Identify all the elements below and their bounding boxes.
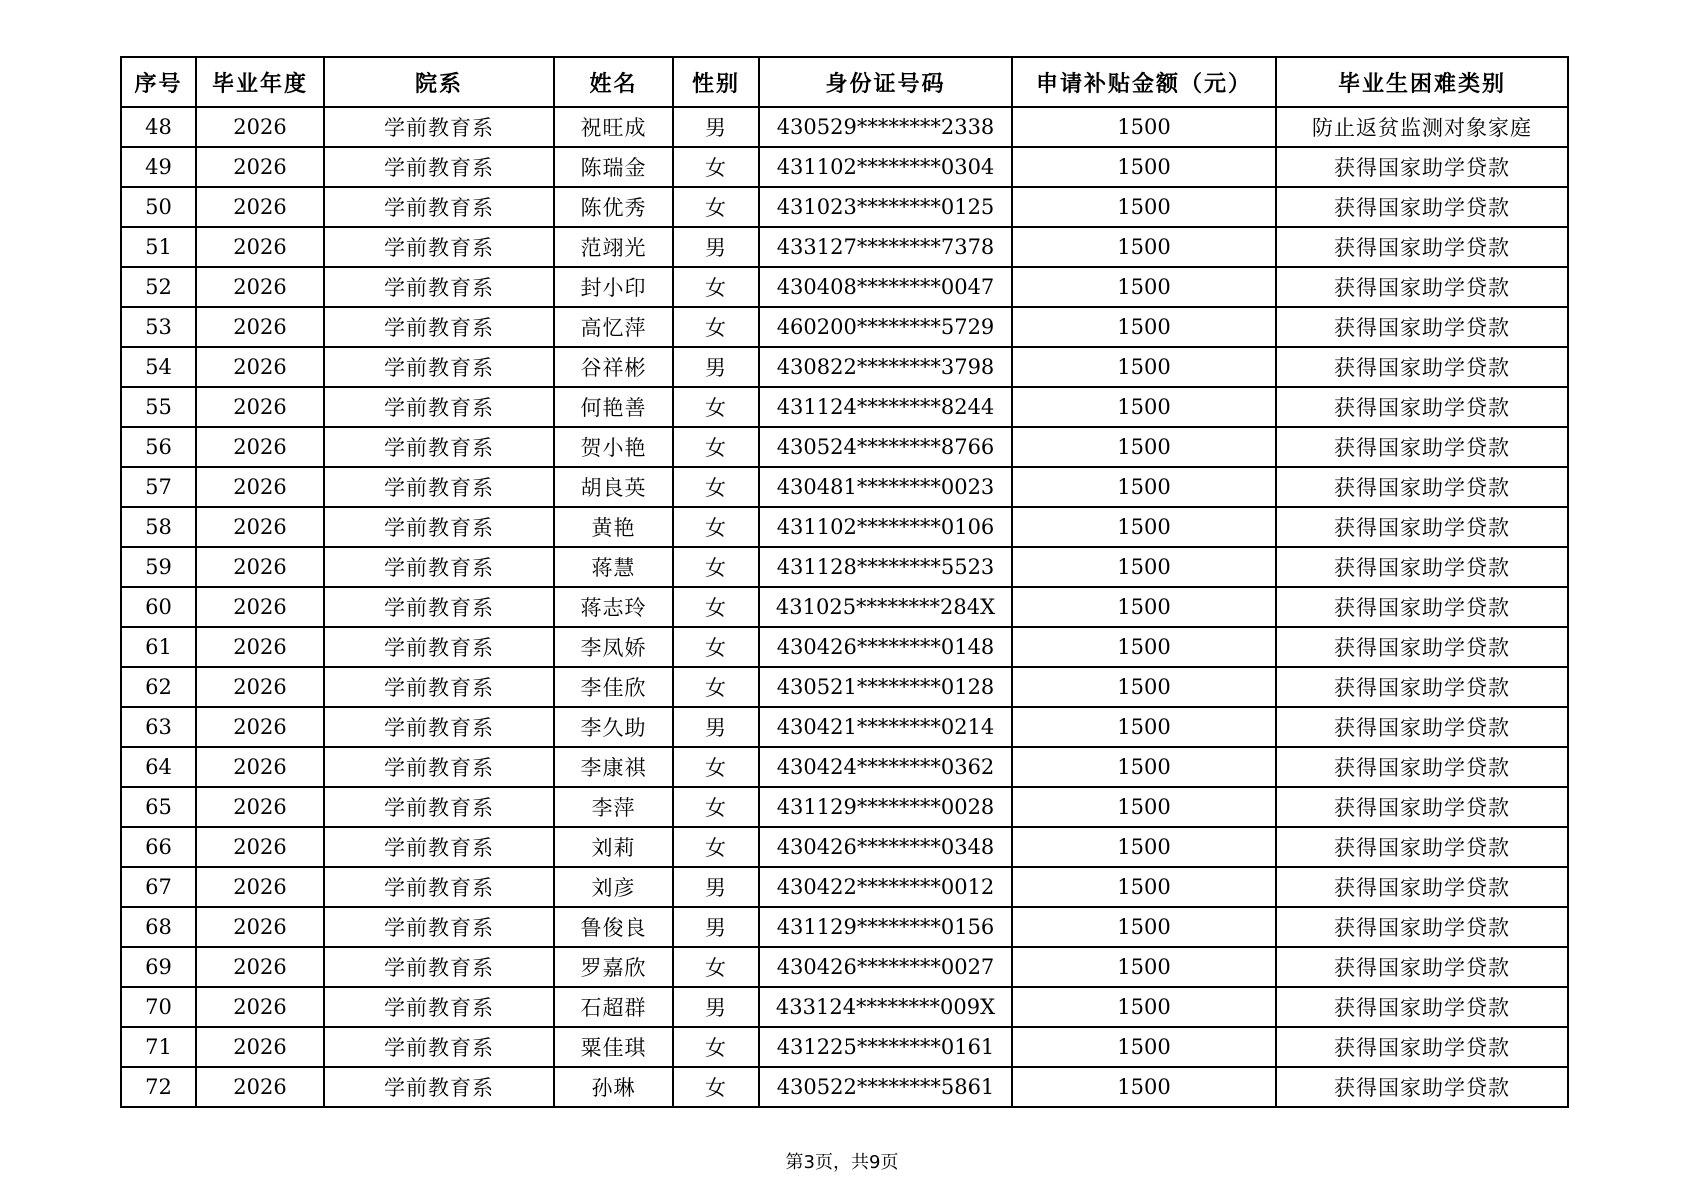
cell-subsidy-amount: 1500 [1012,787,1276,827]
cell-department: 学前教育系 [324,867,554,907]
cell-gender: 女 [673,627,759,667]
cell-gender: 女 [673,467,759,507]
table-row [121,747,1568,787]
cell-id-number: 430426********0148 [759,627,1012,667]
table-row [121,627,1568,667]
cell-id-number: 433127********7378 [759,227,1012,267]
cell-subsidy-amount: 1500 [1012,307,1276,347]
table-row [121,867,1568,907]
cell-index: 48 [121,107,196,147]
cell-name: 谷祥彬 [554,347,673,387]
cell-id-number: 430822********3798 [759,347,1012,387]
cell-name: 蒋慧 [554,547,673,587]
cell-index: 71 [121,1027,196,1067]
cell-graduation-year: 2026 [196,587,324,627]
cell-subsidy-amount: 1500 [1012,667,1276,707]
cell-department: 学前教育系 [324,507,554,547]
cell-department: 学前教育系 [324,667,554,707]
table-row [121,227,1568,267]
cell-gender: 女 [673,187,759,227]
cell-index: 70 [121,987,196,1027]
cell-id-number: 460200********5729 [759,307,1012,347]
cell-department: 学前教育系 [324,427,554,467]
cell-graduation-year: 2026 [196,1067,324,1107]
cell-index: 69 [121,947,196,987]
cell-department: 学前教育系 [324,387,554,427]
table-row [121,547,1568,587]
cell-subsidy-amount: 1500 [1012,1027,1276,1067]
cell-subsidy-amount: 1500 [1012,1067,1276,1107]
cell-subsidy-amount: 1500 [1012,467,1276,507]
cell-name: 蒋志玲 [554,587,673,627]
cell-graduation-year: 2026 [196,107,324,147]
header-row [121,57,1568,107]
cell-graduation-year: 2026 [196,267,324,307]
cell-gender: 男 [673,107,759,147]
cell-subsidy-amount: 1500 [1012,987,1276,1027]
cell-hardship-category: 获得国家助学贷款 [1276,747,1568,787]
cell-gender: 男 [673,347,759,387]
cell-gender: 男 [673,907,759,947]
cell-subsidy-amount: 1500 [1012,107,1276,147]
cell-index: 50 [121,187,196,227]
cell-index: 57 [121,467,196,507]
cell-hardship-category: 获得国家助学贷款 [1276,227,1568,267]
page-number-footer: 第3页，共9页 [785,1152,899,1173]
table-row [121,787,1568,827]
cell-graduation-year: 2026 [196,867,324,907]
cell-name: 罗嘉欣 [554,947,673,987]
cell-id-number: 430422********0012 [759,867,1012,907]
cell-subsidy-amount: 1500 [1012,867,1276,907]
cell-gender: 女 [673,947,759,987]
cell-subsidy-amount: 1500 [1012,947,1276,987]
cell-hardship-category: 获得国家助学贷款 [1276,1027,1568,1067]
cell-gender: 女 [673,427,759,467]
cell-index: 62 [121,667,196,707]
student-subsidy-table [120,56,1569,1108]
cell-id-number: 430522********5861 [759,1067,1012,1107]
cell-department: 学前教育系 [324,147,554,187]
cell-hardship-category: 获得国家助学贷款 [1276,827,1568,867]
cell-name: 李久助 [554,707,673,747]
cell-gender: 女 [673,667,759,707]
cell-subsidy-amount: 1500 [1012,427,1276,467]
cell-gender: 男 [673,707,759,747]
cell-id-number: 430426********0027 [759,947,1012,987]
cell-id-number: 430481********0023 [759,467,1012,507]
cell-gender: 男 [673,227,759,267]
cell-department: 学前教育系 [324,187,554,227]
table-row [121,947,1568,987]
cell-name: 贺小艳 [554,427,673,467]
cell-gender: 女 [673,307,759,347]
cell-department: 学前教育系 [324,307,554,347]
cell-index: 52 [121,267,196,307]
cell-hardship-category: 获得国家助学贷款 [1276,547,1568,587]
table-row [121,827,1568,867]
cell-hardship-category: 获得国家助学贷款 [1276,707,1568,747]
table-row [121,467,1568,507]
table-row [121,907,1568,947]
cell-department: 学前教育系 [324,987,554,1027]
cell-gender: 女 [673,387,759,427]
cell-gender: 女 [673,547,759,587]
cell-name: 李凤娇 [554,627,673,667]
cell-gender: 女 [673,747,759,787]
cell-graduation-year: 2026 [196,1027,324,1067]
cell-graduation-year: 2026 [196,547,324,587]
cell-id-number: 430408********0047 [759,267,1012,307]
cell-id-number: 431102********0106 [759,507,1012,547]
cell-id-number: 430529********2338 [759,107,1012,147]
header-cell-hardship-category: 毕业生困难类别 [1276,57,1568,107]
cell-hardship-category: 获得国家助学贷款 [1276,467,1568,507]
table-row [121,667,1568,707]
cell-gender: 女 [673,1027,759,1067]
cell-hardship-category: 获得国家助学贷款 [1276,147,1568,187]
cell-index: 59 [121,547,196,587]
cell-department: 学前教育系 [324,827,554,867]
header-cell-gender: 性别 [673,57,759,107]
table-body [121,107,1568,1107]
cell-index: 56 [121,427,196,467]
cell-hardship-category: 获得国家助学贷款 [1276,867,1568,907]
cell-name: 粟佳琪 [554,1027,673,1067]
cell-name: 何艳善 [554,387,673,427]
cell-id-number: 430426********0348 [759,827,1012,867]
cell-id-number: 431129********0028 [759,787,1012,827]
cell-name: 祝旺成 [554,107,673,147]
cell-subsidy-amount: 1500 [1012,147,1276,187]
table-row [121,1067,1568,1107]
cell-department: 学前教育系 [324,787,554,827]
cell-subsidy-amount: 1500 [1012,347,1276,387]
table-row [121,387,1568,427]
cell-id-number: 431025********284X [759,587,1012,627]
cell-graduation-year: 2026 [196,347,324,387]
cell-hardship-category: 获得国家助学贷款 [1276,387,1568,427]
cell-hardship-category: 获得国家助学贷款 [1276,907,1568,947]
cell-name: 石超群 [554,987,673,1027]
cell-subsidy-amount: 1500 [1012,587,1276,627]
cell-name: 封小印 [554,267,673,307]
cell-graduation-year: 2026 [196,907,324,947]
cell-department: 学前教育系 [324,707,554,747]
table-row [121,107,1568,147]
cell-name: 陈瑞金 [554,147,673,187]
cell-index: 67 [121,867,196,907]
cell-gender: 女 [673,147,759,187]
cell-graduation-year: 2026 [196,227,324,267]
cell-department: 学前教育系 [324,267,554,307]
cell-index: 68 [121,907,196,947]
cell-gender: 男 [673,987,759,1027]
cell-id-number: 431225********0161 [759,1027,1012,1067]
cell-subsidy-amount: 1500 [1012,507,1276,547]
cell-index: 64 [121,747,196,787]
header-cell-subsidy-amount: 申请补贴金额（元） [1012,57,1276,107]
cell-graduation-year: 2026 [196,707,324,747]
cell-name: 李萍 [554,787,673,827]
cell-gender: 女 [673,507,759,547]
cell-subsidy-amount: 1500 [1012,187,1276,227]
cell-graduation-year: 2026 [196,827,324,867]
cell-department: 学前教育系 [324,1067,554,1107]
cell-hardship-category: 获得国家助学贷款 [1276,947,1568,987]
table-row [121,307,1568,347]
cell-gender: 女 [673,827,759,867]
cell-hardship-category: 获得国家助学贷款 [1276,627,1568,667]
cell-department: 学前教育系 [324,547,554,587]
cell-subsidy-amount: 1500 [1012,267,1276,307]
cell-id-number: 430521********0128 [759,667,1012,707]
cell-index: 51 [121,227,196,267]
cell-name: 高忆萍 [554,307,673,347]
cell-hardship-category: 获得国家助学贷款 [1276,507,1568,547]
cell-subsidy-amount: 1500 [1012,827,1276,867]
table-row [121,267,1568,307]
cell-department: 学前教育系 [324,347,554,387]
cell-department: 学前教育系 [324,587,554,627]
cell-index: 65 [121,787,196,827]
cell-gender: 女 [673,267,759,307]
cell-graduation-year: 2026 [196,147,324,187]
cell-graduation-year: 2026 [196,747,324,787]
cell-name: 李佳欣 [554,667,673,707]
header-cell-graduation-year: 毕业年度 [196,57,324,107]
cell-gender: 女 [673,787,759,827]
cell-department: 学前教育系 [324,907,554,947]
cell-index: 58 [121,507,196,547]
cell-name: 陈优秀 [554,187,673,227]
cell-index: 72 [121,1067,196,1107]
cell-hardship-category: 获得国家助学贷款 [1276,667,1568,707]
table-header [121,57,1568,107]
cell-subsidy-amount: 1500 [1012,227,1276,267]
cell-subsidy-amount: 1500 [1012,747,1276,787]
table-row [121,587,1568,627]
cell-department: 学前教育系 [324,747,554,787]
cell-name: 刘莉 [554,827,673,867]
cell-name: 鲁俊良 [554,907,673,947]
cell-department: 学前教育系 [324,947,554,987]
cell-graduation-year: 2026 [196,507,324,547]
cell-hardship-category: 获得国家助学贷款 [1276,787,1568,827]
cell-graduation-year: 2026 [196,467,324,507]
cell-hardship-category: 获得国家助学贷款 [1276,187,1568,227]
cell-id-number: 431124********8244 [759,387,1012,427]
cell-graduation-year: 2026 [196,787,324,827]
header-cell-index: 序号 [121,57,196,107]
cell-id-number: 431102********0304 [759,147,1012,187]
table-row [121,147,1568,187]
cell-department: 学前教育系 [324,467,554,507]
table-row [121,347,1568,387]
cell-id-number: 430421********0214 [759,707,1012,747]
cell-id-number: 431128********5523 [759,547,1012,587]
cell-name: 胡良英 [554,467,673,507]
cell-subsidy-amount: 1500 [1012,387,1276,427]
cell-name: 范翊光 [554,227,673,267]
cell-graduation-year: 2026 [196,947,324,987]
cell-id-number: 431023********0125 [759,187,1012,227]
cell-graduation-year: 2026 [196,387,324,427]
cell-index: 66 [121,827,196,867]
cell-graduation-year: 2026 [196,307,324,347]
cell-id-number: 430524********8766 [759,427,1012,467]
header-cell-department: 院系 [324,57,554,107]
cell-gender: 男 [673,867,759,907]
cell-subsidy-amount: 1500 [1012,707,1276,747]
cell-subsidy-amount: 1500 [1012,547,1276,587]
cell-hardship-category: 获得国家助学贷款 [1276,307,1568,347]
table-row [121,507,1568,547]
cell-index: 60 [121,587,196,627]
cell-hardship-category: 防止返贫监测对象家庭 [1276,107,1568,147]
cell-name: 李康祺 [554,747,673,787]
cell-index: 49 [121,147,196,187]
cell-name: 孙琳 [554,1067,673,1107]
cell-graduation-year: 2026 [196,427,324,467]
cell-id-number: 431129********0156 [759,907,1012,947]
cell-gender: 女 [673,1067,759,1107]
cell-id-number: 433124********009X [759,987,1012,1027]
cell-graduation-year: 2026 [196,187,324,227]
cell-hardship-category: 获得国家助学贷款 [1276,987,1568,1027]
table-row [121,427,1568,467]
cell-hardship-category: 获得国家助学贷款 [1276,587,1568,627]
cell-hardship-category: 获得国家助学贷款 [1276,267,1568,307]
cell-hardship-category: 获得国家助学贷款 [1276,347,1568,387]
cell-index: 53 [121,307,196,347]
header-cell-name: 姓名 [554,57,673,107]
cell-name: 刘彦 [554,867,673,907]
cell-department: 学前教育系 [324,627,554,667]
cell-graduation-year: 2026 [196,987,324,1027]
cell-subsidy-amount: 1500 [1012,907,1276,947]
cell-index: 63 [121,707,196,747]
cell-graduation-year: 2026 [196,667,324,707]
cell-index: 55 [121,387,196,427]
header-cell-id-number: 身份证号码 [759,57,1012,107]
cell-subsidy-amount: 1500 [1012,627,1276,667]
cell-department: 学前教育系 [324,227,554,267]
cell-name: 黄艳 [554,507,673,547]
cell-id-number: 430424********0362 [759,747,1012,787]
cell-department: 学前教育系 [324,107,554,147]
cell-hardship-category: 获得国家助学贷款 [1276,1067,1568,1107]
table-row [121,187,1568,227]
table-row [121,707,1568,747]
cell-gender: 女 [673,587,759,627]
table-row [121,987,1568,1027]
table-row [121,1027,1568,1067]
cell-hardship-category: 获得国家助学贷款 [1276,427,1568,467]
cell-graduation-year: 2026 [196,627,324,667]
cell-index: 61 [121,627,196,667]
cell-index: 54 [121,347,196,387]
cell-department: 学前教育系 [324,1027,554,1067]
